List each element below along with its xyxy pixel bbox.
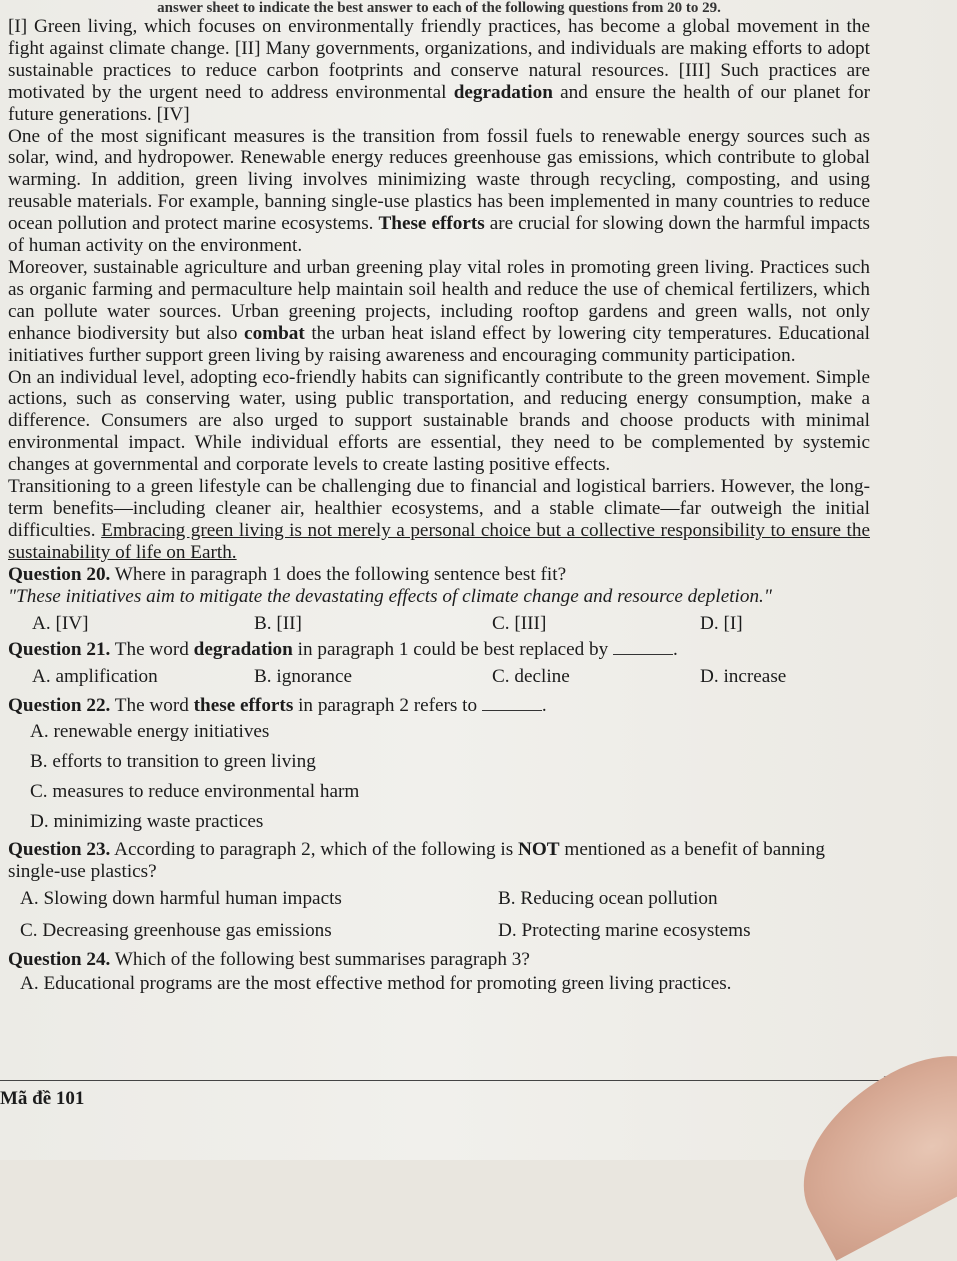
bold-term: These efforts — [378, 213, 485, 235]
instruction-header: answer sheet to indicate the best answer to each of the following questions from 20 to 29. — [157, 0, 721, 16]
q22-option-b[interactable]: B. efforts to transition to green living — [30, 750, 316, 772]
question-23-options-row-2 — [8, 915, 870, 947]
question-21-options — [8, 664, 870, 689]
q23-option-b[interactable]: B. Reducing ocean pollution — [498, 887, 718, 909]
question-20-quote: "These initiatives aim to mitigate the devastating effects of climate change and resource depletion." — [8, 585, 772, 607]
q22-option-d[interactable]: D. minimizing waste practices — [30, 810, 264, 832]
paragraph-text: [I] Green living, which focuses on environmentally friendly practices, has become a global movement in the fight against climate change. [II] Many governments, organizations, and individuals are making efforts to adopt sustainable practices to reduce carbon footprints and conserve natural resources. [III] Such practices are motivated by the urgent need to address environmental — [8, 16, 870, 103]
question-22-end: . — [541, 694, 547, 716]
paragraph-text: the urban heat island effect by lowering city temperatures. Educational initiatives further support green living by raising awareness and encouraging community participation. — [8, 322, 870, 366]
paragraph-text: Moreover, sustainable agriculture and urban greening play vital roles in promoting green living. Practices such as organic farming and permaculture help maintain soil health and reduce the use of chemical fertilizers, which can pollute water sources. Urban greening projects, including rooftop gardens and green walls, not only enhance biodiversity but also — [8, 256, 870, 344]
question-24-text: Which of the following best summarises paragraph 3? — [110, 948, 530, 970]
question-20-options — [8, 611, 870, 636]
q23-option-d[interactable]: D. Protecting marine ecosystems — [498, 919, 751, 941]
paragraph-text: and ensure the health of our planet for future generations. [IV] — [8, 81, 870, 125]
question-22 — [8, 695, 870, 717]
paragraph-5-underlined: Embracing green living is not merely a personal choice but a collective responsibility to ensure the sustainability of life on Earth. — [8, 519, 870, 563]
question-20-text: Where in paragraph 1 does the following sentence best fit? — [110, 563, 567, 585]
content — [8, 0, 870, 997]
footer-rule — [0, 1080, 910, 1081]
q22-option-c[interactable]: C. measures to reduce environmental harm — [30, 780, 360, 802]
question-23-text-pre: According to paragraph 2, which of the following is — [110, 838, 518, 860]
q22-option-a[interactable]: A. renewable energy initiatives — [30, 720, 270, 742]
question-24-label: Question 24. — [8, 948, 111, 970]
question-21-text-pre: The word — [110, 638, 194, 660]
q20-option-b[interactable]: B. [II] — [254, 612, 302, 634]
q20-option-d[interactable]: D. [I] — [700, 612, 743, 634]
question-23 — [8, 839, 870, 883]
answer-blank — [613, 640, 673, 655]
bold-term: combat — [244, 322, 305, 344]
question-21-text-post: in paragraph 1 could be best replaced by — [292, 638, 614, 660]
paragraph-2 — [8, 126, 870, 257]
q23-option-a[interactable]: A. Slowing down harmful human impacts — [20, 887, 342, 909]
question-23-label: Question 23. — [8, 838, 111, 860]
q24-option-a[interactable]: A. Educational programs are the most effective method for promoting green living practices. — [20, 972, 732, 994]
question-20-label: Question 20. — [8, 563, 111, 585]
question-21-label: Question 21. — [8, 638, 111, 660]
paragraph-4: On an individual level, adopting eco-friendly habits can significantly contribute to the green movement. Simple actions, such as conserving water, using public transportation, and reducing energy consumption, make a difference. Consumers are also urged to support sustainable brands and choose products with minimal environmental impact. While individual efforts are essential, they need to be complemented by systemic changes at governmental and corporate levels to create lasting positive effects. — [8, 366, 870, 476]
question-24 — [8, 949, 870, 971]
paragraph-3 — [8, 257, 870, 367]
q21-option-b[interactable]: B. ignorance — [254, 665, 353, 687]
q21-option-d[interactable]: D. increase — [700, 665, 787, 687]
exam-code: Mã đề 101 — [0, 1088, 85, 1109]
q20-option-c[interactable]: C. [III] — [492, 612, 547, 634]
question-23-options-row-1 — [8, 883, 870, 915]
question-22-text-post: in paragraph 2 refers to — [293, 694, 482, 716]
paragraph-text: are crucial for slowing down the harmful impacts of human activity on the environment. — [8, 213, 870, 257]
answer-blank — [482, 696, 542, 711]
question-21 — [8, 639, 870, 661]
question-21-end: . — [673, 638, 678, 660]
question-22-label: Question 22. — [8, 694, 111, 716]
finger-overlay — [771, 1029, 957, 1261]
q21-option-a[interactable]: A. amplification — [32, 665, 158, 687]
q21-option-c[interactable]: C. decline — [492, 665, 570, 687]
q23-option-c[interactable]: C. Decreasing greenhouse gas emissions — [20, 919, 332, 941]
paragraph-5-text: Transitioning to a green lifestyle can be challenging due to financial and logistical barriers. However, the long-term benefits—including cleaner air, healthier ecosystems, and a stable climate—far outweigh the initial difficulties. — [8, 476, 870, 541]
question-22-text-pre: The word — [110, 694, 194, 716]
question-23-text-post: mentioned as a benefit of banning single-use plastics? — [8, 838, 825, 882]
question-20 — [8, 564, 870, 586]
paragraph-text: One of the most significant measures is the transition from fossil fuels to renewable energy sources such as solar, wind, and hydropower. Renewable energy reduces greenhouse gas emissions, which contribute to global warming. In addition, green living involves minimizing waste through recycling, composting, and using reusable materials. For example, banning single-use plastics has been implemented in many countries to reduce ocean pollution and protect marine ecosystems. — [8, 125, 870, 235]
paragraph-5 — [8, 476, 870, 564]
question-21-bold-word: degradation — [193, 638, 293, 660]
question-23-bold-word: NOT — [518, 838, 560, 860]
paragraph-1 — [8, 16, 870, 126]
q20-option-a[interactable]: A. [IV] — [32, 612, 89, 634]
question-22-bold-word: these efforts — [193, 694, 294, 716]
bold-term: degradation — [453, 81, 553, 103]
